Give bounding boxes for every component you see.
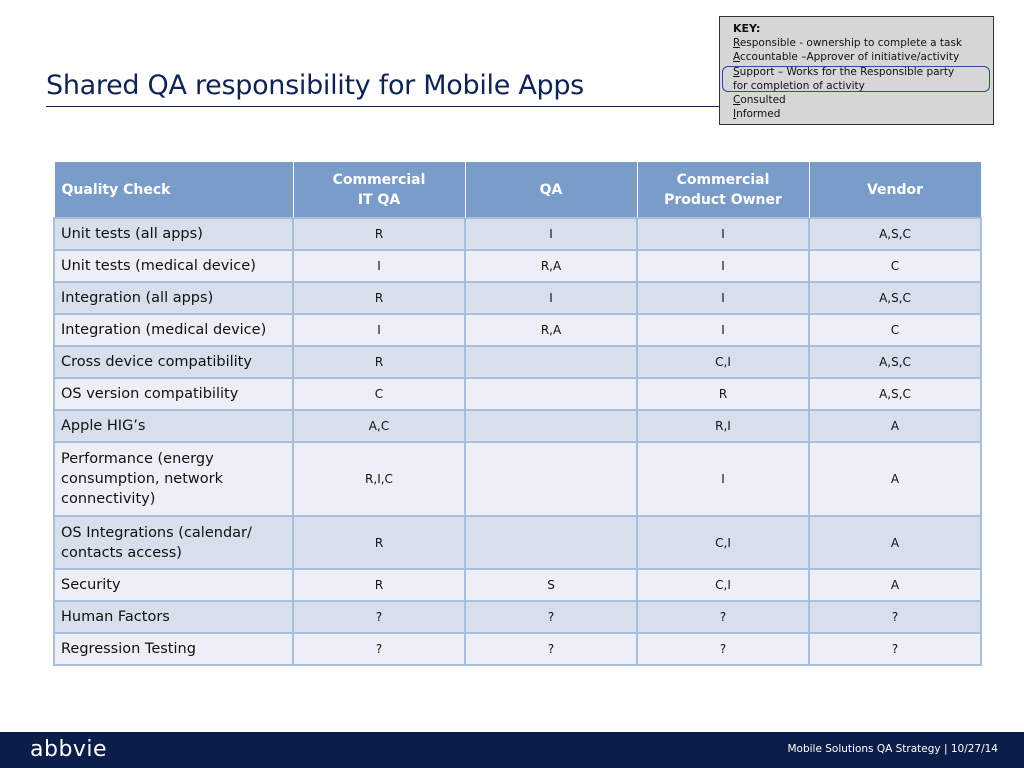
cell-commercial-it-qa: ? (293, 633, 465, 665)
cell-vendor: C (809, 314, 981, 346)
cell-product-owner: I (637, 250, 809, 282)
header-vendor: Vendor (809, 162, 981, 219)
cell-commercial-it-qa: R,I,C (293, 442, 465, 516)
cell-qa: I (465, 282, 637, 314)
cell-qa (465, 516, 637, 569)
cell-product-owner: ? (637, 633, 809, 665)
header-commercial-it-qa: Commercial IT QA (293, 162, 465, 219)
row-quality-check: Integration (medical device) (54, 314, 293, 346)
cell-vendor: A (809, 442, 981, 516)
row-quality-check: Human Factors (54, 601, 293, 633)
table-row (54, 633, 981, 665)
abbvie-logo: abbvie (30, 737, 108, 762)
footer-bar (0, 732, 1024, 768)
cell-product-owner: I (637, 314, 809, 346)
cell-vendor: A,S,C (809, 346, 981, 378)
cell-product-owner: R (637, 378, 809, 410)
support-highlight-outline (722, 66, 990, 92)
key-line-responsible: Responsible - ownership to complete a task (733, 37, 963, 50)
cell-vendor: ? (809, 601, 981, 633)
cell-commercial-it-qa: R (293, 569, 465, 601)
cell-product-owner: C,I (637, 516, 809, 569)
cell-qa (465, 346, 637, 378)
row-quality-check: OS Integrations (calendar/ contacts access) (54, 516, 293, 569)
cell-commercial-it-qa: ? (293, 601, 465, 633)
cell-product-owner: C,I (637, 569, 809, 601)
key-line-informed: Informed (733, 108, 781, 121)
row-quality-check: OS version compatibility (54, 378, 293, 410)
cell-vendor: A,S,C (809, 218, 981, 250)
cell-qa: R,A (465, 250, 637, 282)
cell-vendor: A (809, 410, 981, 442)
table-row (54, 410, 981, 442)
title-divider (46, 106, 726, 107)
cell-commercial-it-qa: C (293, 378, 465, 410)
table-row (54, 569, 981, 601)
cell-product-owner: I (637, 442, 809, 516)
key-line-support: Support – Works for the Responsible party (733, 65, 955, 78)
footer-caption: Mobile Solutions QA Strategy | 10/27/14 (787, 743, 998, 755)
row-quality-check: Cross device compatibility (54, 346, 293, 378)
row-quality-check: Regression Testing (54, 633, 293, 665)
cell-vendor: A,S,C (809, 282, 981, 314)
table-row (54, 516, 981, 569)
row-quality-check: Performance (energy consumption, network connectivity) (54, 442, 293, 516)
cell-vendor: A,S,C (809, 378, 981, 410)
table-row (54, 442, 981, 516)
cell-product-owner: R,I (637, 410, 809, 442)
cell-commercial-it-qa: R (293, 516, 465, 569)
key-heading: KEY: (733, 22, 761, 35)
cell-commercial-it-qa: R (293, 282, 465, 314)
cell-qa (465, 410, 637, 442)
row-quality-check: Security (54, 569, 293, 601)
cell-commercial-it-qa: R (293, 346, 465, 378)
cell-qa: ? (465, 601, 637, 633)
cell-vendor: C (809, 250, 981, 282)
row-quality-check: Unit tests (medical device) (54, 250, 293, 282)
page-title: Shared QA responsibility for Mobile Apps (46, 70, 584, 101)
cell-qa (465, 378, 637, 410)
cell-product-owner: I (637, 282, 809, 314)
cell-product-owner: I (637, 218, 809, 250)
key-line-consulted: Consulted (733, 94, 786, 107)
row-quality-check: Unit tests (all apps) (54, 218, 293, 250)
cell-commercial-it-qa: R (293, 218, 465, 250)
cell-qa: R,A (465, 314, 637, 346)
cell-product-owner: ? (637, 601, 809, 633)
header-quality-check: Quality Check (54, 162, 293, 219)
cell-qa (465, 442, 637, 516)
table-row (54, 282, 981, 314)
cell-qa: I (465, 218, 637, 250)
cell-qa: S (465, 569, 637, 601)
cell-qa: ? (465, 633, 637, 665)
cell-commercial-it-qa: I (293, 250, 465, 282)
cell-vendor: A (809, 516, 981, 569)
table-header-row (54, 162, 981, 219)
key-line-accountable: Accountable –Approver of initiative/activity (733, 51, 960, 64)
table-row (54, 378, 981, 410)
cell-vendor: ? (809, 633, 981, 665)
cell-vendor: A (809, 569, 981, 601)
cell-product-owner: C,I (637, 346, 809, 378)
row-quality-check: Integration (all apps) (54, 282, 293, 314)
table-row (54, 601, 981, 633)
cell-commercial-it-qa: I (293, 314, 465, 346)
key-line-support-cont: for completion of activity (733, 79, 865, 92)
table-row (54, 346, 981, 378)
table-row (54, 250, 981, 282)
header-qa: QA (465, 162, 637, 219)
header-commercial-product-owner: Commercial Product Owner (637, 162, 809, 219)
table-row (54, 218, 981, 250)
qa-responsibility-table (53, 161, 982, 666)
table-row (54, 314, 981, 346)
cell-commercial-it-qa: A,C (293, 410, 465, 442)
row-quality-check: Apple HIG’s (54, 410, 293, 442)
